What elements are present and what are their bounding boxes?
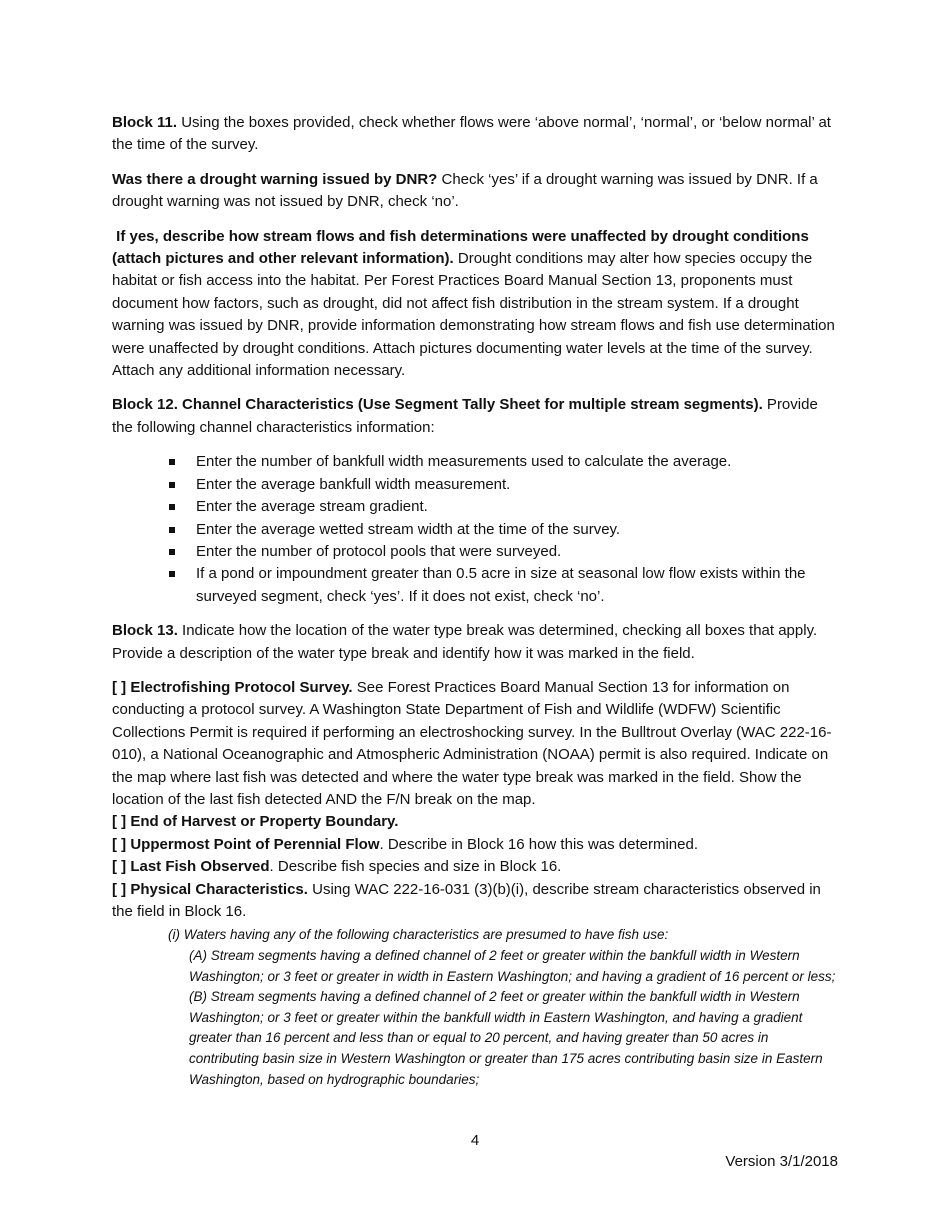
wac-intro: (i) Waters having any of the following characteristics are presumed to have fish use: xyxy=(168,927,669,943)
perennial-flow-text: . Describe in Block 16 how this was determined. xyxy=(379,835,698,853)
page-number: 4 xyxy=(470,1132,480,1149)
block-11-text: Using the boxes provided, check whether flows were ‘above normal’, ‘normal’, or ‘below normal’ at the time of the survey. xyxy=(112,114,831,154)
perennial-flow-check-item xyxy=(112,834,840,856)
electrofishing-text: See Forest Practices Board Manual Section 13 for information on conducting a protocol survey. A Washington State Department of Fish and Wildlife (WDFW) Scientific Collections Permit is required if performing an electroshocking survey. In the Bulltrout Overlay (WAC 222-16-010), a National Oceanographic and Atmospheric Administration (NOAA) permit is also required. Indicate on the map where last fish was detected and where the water type break was marked in the field. Show the location of the last fish detected AND the F/N break on the map. xyxy=(112,678,832,808)
block-12-bullet-list xyxy=(112,451,840,608)
last-fish-checkbox-label[interactable]: [ ] Last Fish Observed xyxy=(112,858,270,876)
list-item: Enter the average bankfull width measurement. xyxy=(112,474,840,496)
list-item: Enter the number of bankfull width measurements used to calculate the average. xyxy=(112,451,840,473)
last-fish-text: . Describe fish species and size in Block 16. xyxy=(269,858,562,876)
block-11-heading: Block 11. xyxy=(112,114,178,131)
block-12-paragraph xyxy=(112,394,840,439)
if-yes-text: Drought conditions may alter how species occupy the habitat or fish access into the habitat. Per Forest Practices Board Manual Section 13, proponents must document how factors, such as drought, did not affect fish distribution in the stream system. If a drought warning was issued by DNR, provide information demonstrating how stream flows and fish use determination were unaffected by drought conditions. Attach pictures documenting water levels at the time of the survey. Attach any additional information necessary. xyxy=(112,250,840,380)
wac-item-a: (A) Stream segments having a defined channel of 2 feet or greater within the bankfull width in Western Washington; or 3 feet or greater in width in Eastern Washington; and having a gradient of 16 percent or less; xyxy=(189,948,836,984)
block-13-paragraph xyxy=(112,620,840,665)
drought-paragraph xyxy=(112,169,840,214)
list-item: If a pond or impoundment greater than 0.5 acre in size at seasonal low flow exists within the surveyed segment, check ‘yes’. If it does not exist, check ‘no’. xyxy=(112,563,840,608)
last-fish-check-item xyxy=(112,856,840,878)
block-11-paragraph xyxy=(112,112,840,157)
drought-heading: Was there a drought warning issued by DNR? xyxy=(112,170,438,188)
if-yes-paragraph xyxy=(112,226,840,383)
electrofishing-checkbox-label[interactable]: [ ] Electrofishing Protocol Survey. xyxy=(112,678,353,696)
harvest-boundary-check-item xyxy=(112,811,840,833)
perennial-flow-checkbox-label[interactable]: [ ] Uppermost Point of Perennial Flow xyxy=(112,835,380,853)
physical-text: Using WAC 222-16-031 (3)(b)(i), describe stream characteristics observed in the field in Block 16. xyxy=(112,880,821,920)
list-item: Enter the average stream gradient. xyxy=(112,496,840,518)
wac-quote-block xyxy=(112,925,840,1090)
electrofishing-check-item xyxy=(112,677,840,811)
block-12-text: Provide the following channel characteristics information: xyxy=(112,396,818,436)
list-item: Enter the number of protocol pools that were surveyed. xyxy=(112,541,840,563)
list-item: Enter the average wetted stream width at the time of the survey. xyxy=(112,519,840,541)
wac-item-b: (B) Stream segments having a defined channel of 2 feet or greater within the bankfull width in Western Washington; or 3 feet or greater within the bankfull width in Eastern Washington, and having a gradient greater than 16 percent and less than or equal to 20 percent, and having greater than 50 acres in contributing basin size in Western Washington or greater than 175 acres contributing basin size in Eastern Washington, based on hydrographic boundaries; xyxy=(189,989,823,1087)
block-13-heading: Block 13. xyxy=(112,622,178,640)
physical-checkbox-label[interactable]: [ ] Physical Characteristics. xyxy=(112,880,308,898)
page-content xyxy=(112,112,840,1090)
block-13-text: Indicate how the location of the water type break was determined, checking all boxes that apply. Provide a description of the water type break and identify how it was marked in the field. xyxy=(112,622,818,662)
block-12-heading: Block 12. Channel Characteristics (Use Segment Tally Sheet for multiple stream segments). xyxy=(112,396,763,414)
if-yes-heading: If yes, describe how stream flows and fish determinations were unaffected by drought conditions (attach pictures and other relevant information). xyxy=(112,227,813,268)
drought-text: Check ‘yes’ if a drought warning was issued by DNR. If a drought warning was not issued by DNR, check ‘no’. xyxy=(112,170,818,211)
harvest-boundary-checkbox-label[interactable]: [ ] End of Harvest or Property Boundary. xyxy=(112,813,399,831)
version-label: Version 3/1/2018 xyxy=(725,1153,838,1170)
physical-check-item xyxy=(112,879,840,924)
